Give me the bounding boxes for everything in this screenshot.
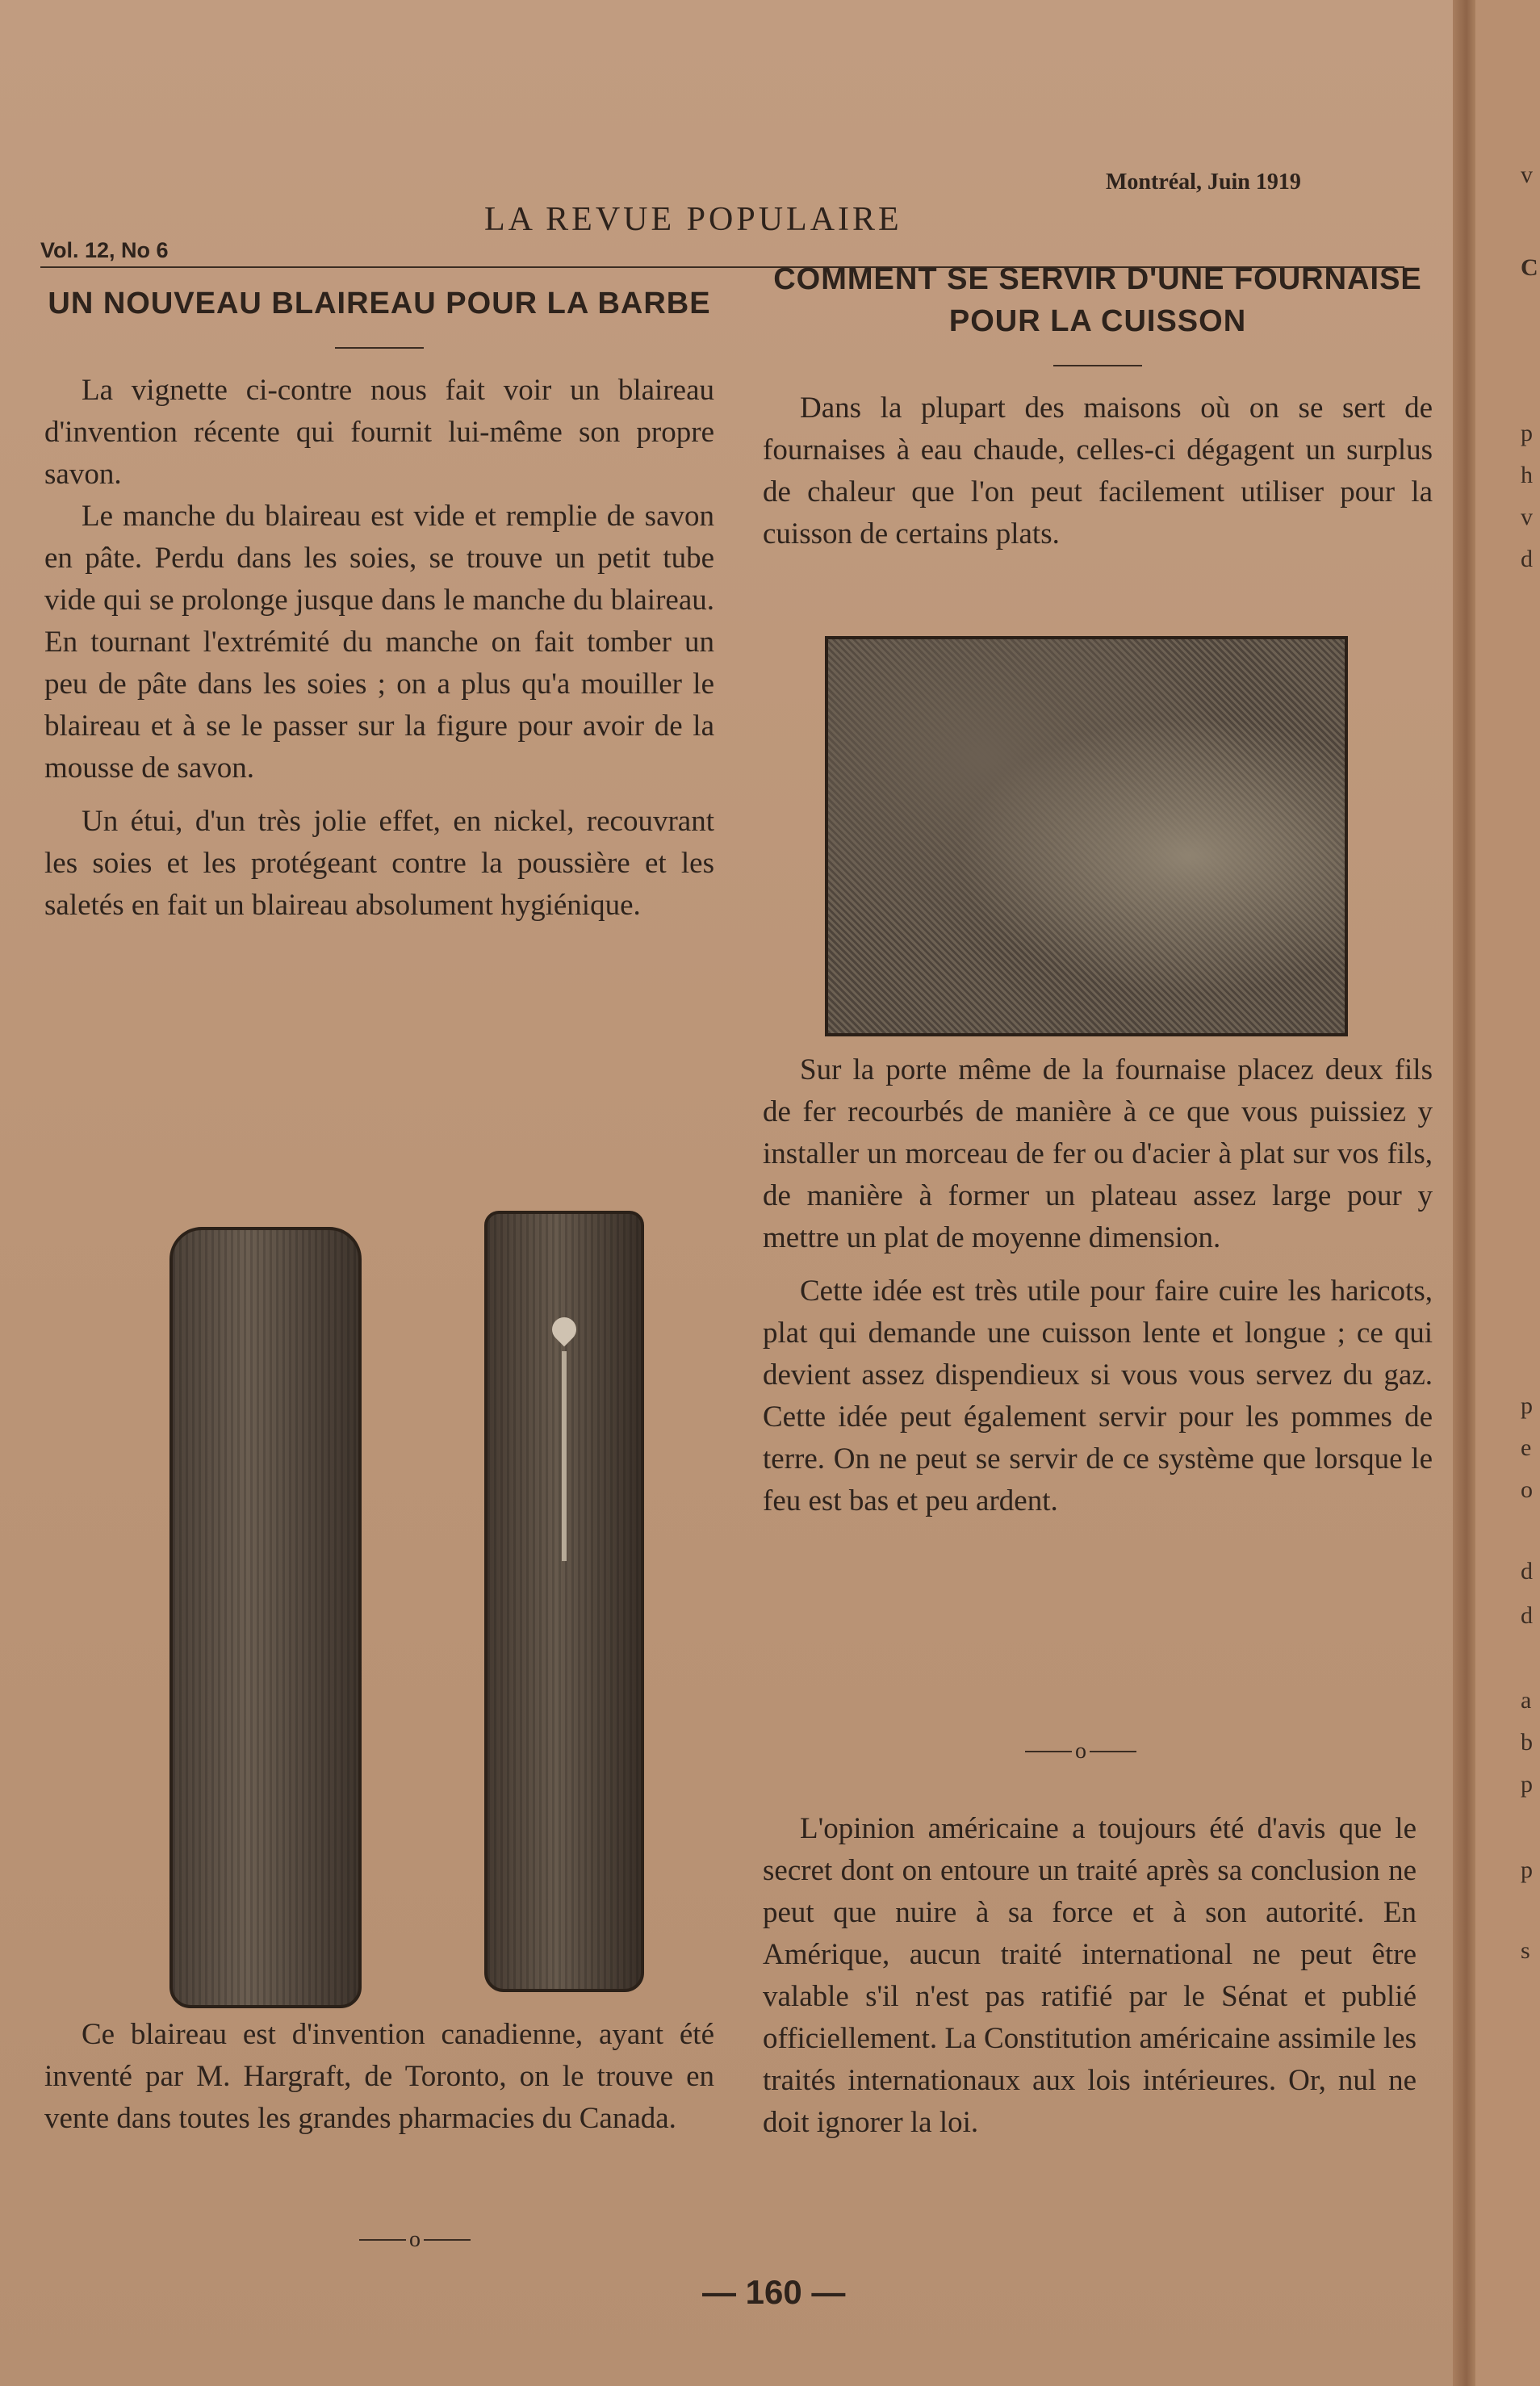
article-paragraph: La vignette ci-contre nous fait voir un blaireau d'invention récente qui fournit lui-même son propre savon.: [44, 374, 714, 491]
right-article-headline: COMMENT SE SERVIR D'UNE FOURNAISE POUR LA CUISSON: [773, 262, 1422, 338]
facing-page-fragment: e: [1521, 1434, 1532, 1461]
article-paragraph: Cette idée est très utile pour faire cuire les haricots, plat qui demande une cuisson lente et longue ; ce qui devient assez dispendieux si vous vous servez du gaz. Cette idée peut également servir pour les pommes de terre. On ne peut se servir de ce système que lorsque le feu est bas et peu ardent.: [763, 1275, 1433, 1517]
editorial-note: [763, 1808, 1417, 2144]
facing-page-fragment: p: [1521, 1771, 1533, 1798]
article-intro: Dans la plupart des maisons où on se sert de fournaises à eau chaude, celles-ci dégagent un surplus de chaleur que l'on peut facilement utiliser pour la cuisson de certains plats.: [763, 391, 1433, 550]
facing-page-fragment: d: [1521, 1602, 1533, 1629]
facing-page-fragment: a: [1521, 1687, 1532, 1714]
article-paragraph: Le manche du blaireau est vide et remplie de savon en pâte. Perdu dans les soies, se trouve un petit tube vide qui se prolonge jusque dans le manche du blaireau. En tournant l'extrémité du manche on fait tomber un peu de pâte dans les soies ; on a plus qu'a mouiller le blaireau et à se le passer sur la figure pour avoir de la mousse de savon.: [44, 500, 714, 785]
facing-page-fragment: p: [1521, 420, 1533, 446]
facing-page-fragment: v: [1521, 504, 1533, 530]
facing-page-fragment: C: [1521, 254, 1538, 281]
shaving-brush-case-image: [169, 1227, 362, 2008]
furnace-photo-image: [825, 636, 1348, 1036]
facing-page-fragment: s: [1521, 1937, 1530, 1964]
left-article-headline: UN NOUVEAU BLAIREAU POUR LA BARBE: [48, 287, 711, 320]
soap-tube-illustration: [562, 1351, 567, 1561]
headline-rule: [1053, 365, 1142, 366]
page-number: — 160 —: [702, 2273, 846, 2311]
shaving-brush-handle-image: [484, 1211, 644, 1992]
right-article-continued: [763, 1049, 1433, 1522]
facing-page-fragment: d: [1521, 1558, 1533, 1584]
facing-page-edge: [1475, 0, 1540, 2386]
brush-caption: [44, 2014, 714, 2140]
facing-page-fragment: p: [1521, 1392, 1533, 1419]
right-article: [763, 258, 1433, 555]
article-paragraph: Un étui, d'un très jolie effet, en nickel, recouvrant les soies et les protégeant contre la poussière et les saletés en fait un blaireau absolument hygiénique.: [44, 805, 714, 922]
facing-page-fragment: h: [1521, 462, 1533, 488]
book-gutter: [1453, 0, 1475, 2386]
volume-number: Vol. 12, No 6: [40, 238, 169, 262]
publication-title: LA REVUE POPULAIRE: [484, 201, 902, 238]
editorial-paragraph: L'opinion américaine a toujours été d'avis que le secret dont on entoure un traité après sa conclusion ne peut que nuire à sa force et à son autorité. En Amérique, aucun traité international ne peut être valable s'il n'est pas ratifié par le Sénat et publié officiellement. La Constitution américaine assimile les traités internationaux aux lois intérieures. Or, nul ne doit ignorer la loi.: [763, 1812, 1417, 2139]
facing-page-fragment: b: [1521, 1729, 1533, 1756]
separator-glyph: o: [409, 2227, 421, 2252]
separator-glyph: o: [1075, 1739, 1086, 1764]
left-article: [44, 283, 714, 927]
heart-emblem-icon: [547, 1312, 581, 1346]
facing-page-fragment: p: [1521, 1856, 1533, 1883]
article-paragraph: Sur la porte même de la fournaise placez deux fils de fer recourbés de manière à ce que vous puissiez y installer un morceau de fer ou d'acier à plat sur vos fils, de manière à former un plateau assez large pour y mettre un plat de moyenne dimension.: [763, 1053, 1433, 1254]
facing-page-fragment: o: [1521, 1476, 1533, 1503]
headline-rule: [335, 347, 424, 349]
separator-left: [359, 2228, 471, 2252]
separator-right: [1025, 1739, 1136, 1764]
facing-page-fragment: v: [1521, 161, 1533, 188]
facing-page-fragment: d: [1521, 546, 1533, 572]
issue-date: Montréal, Juin 1919: [1106, 170, 1301, 195]
caption-text: Ce blaireau est d'invention canadienne, ayant été inventé par M. Hargraft, de Toronto, on le trouve en vente dans toutes les grandes pharmacies du Canada.: [44, 2018, 714, 2135]
page-header: [40, 161, 1396, 266]
